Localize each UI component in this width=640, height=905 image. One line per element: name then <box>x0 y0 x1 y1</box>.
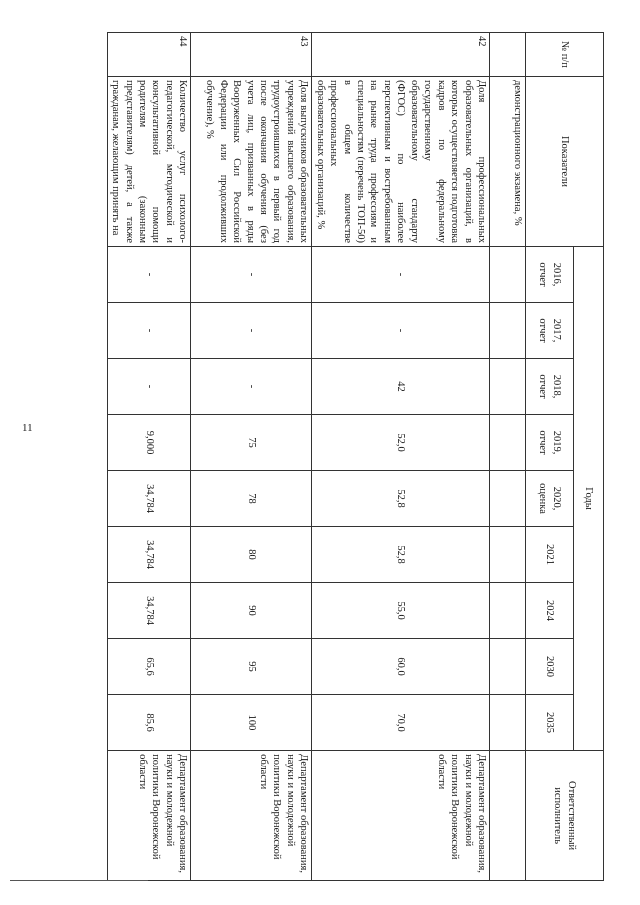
row-responsible: Департамент образования, науки и молодежной политики Воронежской области <box>312 751 490 881</box>
row-responsible <box>490 751 526 881</box>
header-years: Годы <box>574 247 604 751</box>
year-col: 2024 <box>526 583 574 639</box>
row-value: 70,0 <box>312 695 490 751</box>
header-row <box>574 33 604 881</box>
row-value <box>490 303 526 359</box>
row-responsible: Департамент образования, науки и молодежной политики Воронежской области <box>107 751 191 881</box>
year-col: 2017, отчет <box>526 303 574 359</box>
row-value: 95 <box>191 639 312 695</box>
row-value: - <box>191 303 312 359</box>
year-col: 2019, отчет <box>526 415 574 471</box>
row-indicator: демонстрационного экзамена, % <box>490 77 526 247</box>
table-row <box>191 33 312 881</box>
row-value: - <box>312 247 490 303</box>
row-value: 60,0 <box>312 639 490 695</box>
row-indicator: Доля выпускников образовательных учреждений высшего образования, трудоустроившихся в первый год после окончания обучения (без учета лиц, призванных в ряды Вооруженных Сил Российской Федерации или продолживших обучение), % <box>191 77 312 247</box>
row-value: 52,8 <box>312 527 490 583</box>
row-value: 34,784 <box>107 583 191 639</box>
row-responsible: Департамент образования, науки и молодежной политики Воронежской области <box>191 751 312 881</box>
row-value: 34,784 <box>107 471 191 527</box>
year-col: 2035 <box>526 695 574 751</box>
footnote-divider <box>10 880 148 881</box>
row-value: - <box>312 303 490 359</box>
row-value: 34,784 <box>107 527 191 583</box>
header-indicators: Показатели <box>526 77 604 247</box>
row-value <box>490 415 526 471</box>
row-value: - <box>107 303 191 359</box>
row-value: 85,6 <box>107 695 191 751</box>
year-col: 2016, отчет <box>526 247 574 303</box>
row-value: 80 <box>191 527 312 583</box>
year-col: 2018, отчет <box>526 359 574 415</box>
row-num: 42 <box>312 33 490 77</box>
row-value: - <box>107 247 191 303</box>
rotated-table-page <box>110 32 604 880</box>
row-value: 100 <box>191 695 312 751</box>
row-value: 65,6 <box>107 639 191 695</box>
year-col: 2030 <box>526 639 574 695</box>
row-value: 75 <box>191 415 312 471</box>
row-indicator: Количество услуг психолого-педагогической, методической и консультативной помощи родителям (законным представителям) детей, а также гражданам, желающим принять на <box>107 77 191 247</box>
row-value: 52,0 <box>312 415 490 471</box>
row-value <box>490 247 526 303</box>
indicators-table <box>107 32 604 881</box>
header-responsible: Ответственный исполнитель <box>526 751 604 881</box>
row-value: 42 <box>312 359 490 415</box>
row-indicator: Доля профессиональных образовательных организаций, в которых осуществляется подготовка кадров по федеральному государственному образовательному стандарту (ФГОС) по наиболее перспективным и востребованным на рынке труда профессиям и специальностям (перечень ТОП-50) в общем количестве профессиональных образовательных организаций, % <box>312 77 490 247</box>
row-value <box>490 639 526 695</box>
table-row <box>107 33 191 881</box>
table-row <box>490 33 526 881</box>
table-row <box>312 33 490 881</box>
row-value: - <box>107 359 191 415</box>
row-value: 52,8 <box>312 471 490 527</box>
row-num <box>490 33 526 77</box>
row-value: 55,0 <box>312 583 490 639</box>
row-value <box>490 359 526 415</box>
year-col: 2021 <box>526 527 574 583</box>
row-value: 90 <box>191 583 312 639</box>
row-value: 9,000 <box>107 415 191 471</box>
header-num: № п/п <box>526 33 604 77</box>
page-number: 11 <box>22 422 33 434</box>
row-value <box>490 471 526 527</box>
row-value: - <box>191 359 312 415</box>
row-num: 44 <box>107 33 191 77</box>
row-value <box>490 695 526 751</box>
year-col: 2020, оценка <box>526 471 574 527</box>
row-value <box>490 527 526 583</box>
row-value <box>490 583 526 639</box>
row-value: - <box>191 247 312 303</box>
row-value: 78 <box>191 471 312 527</box>
row-num: 43 <box>191 33 312 77</box>
